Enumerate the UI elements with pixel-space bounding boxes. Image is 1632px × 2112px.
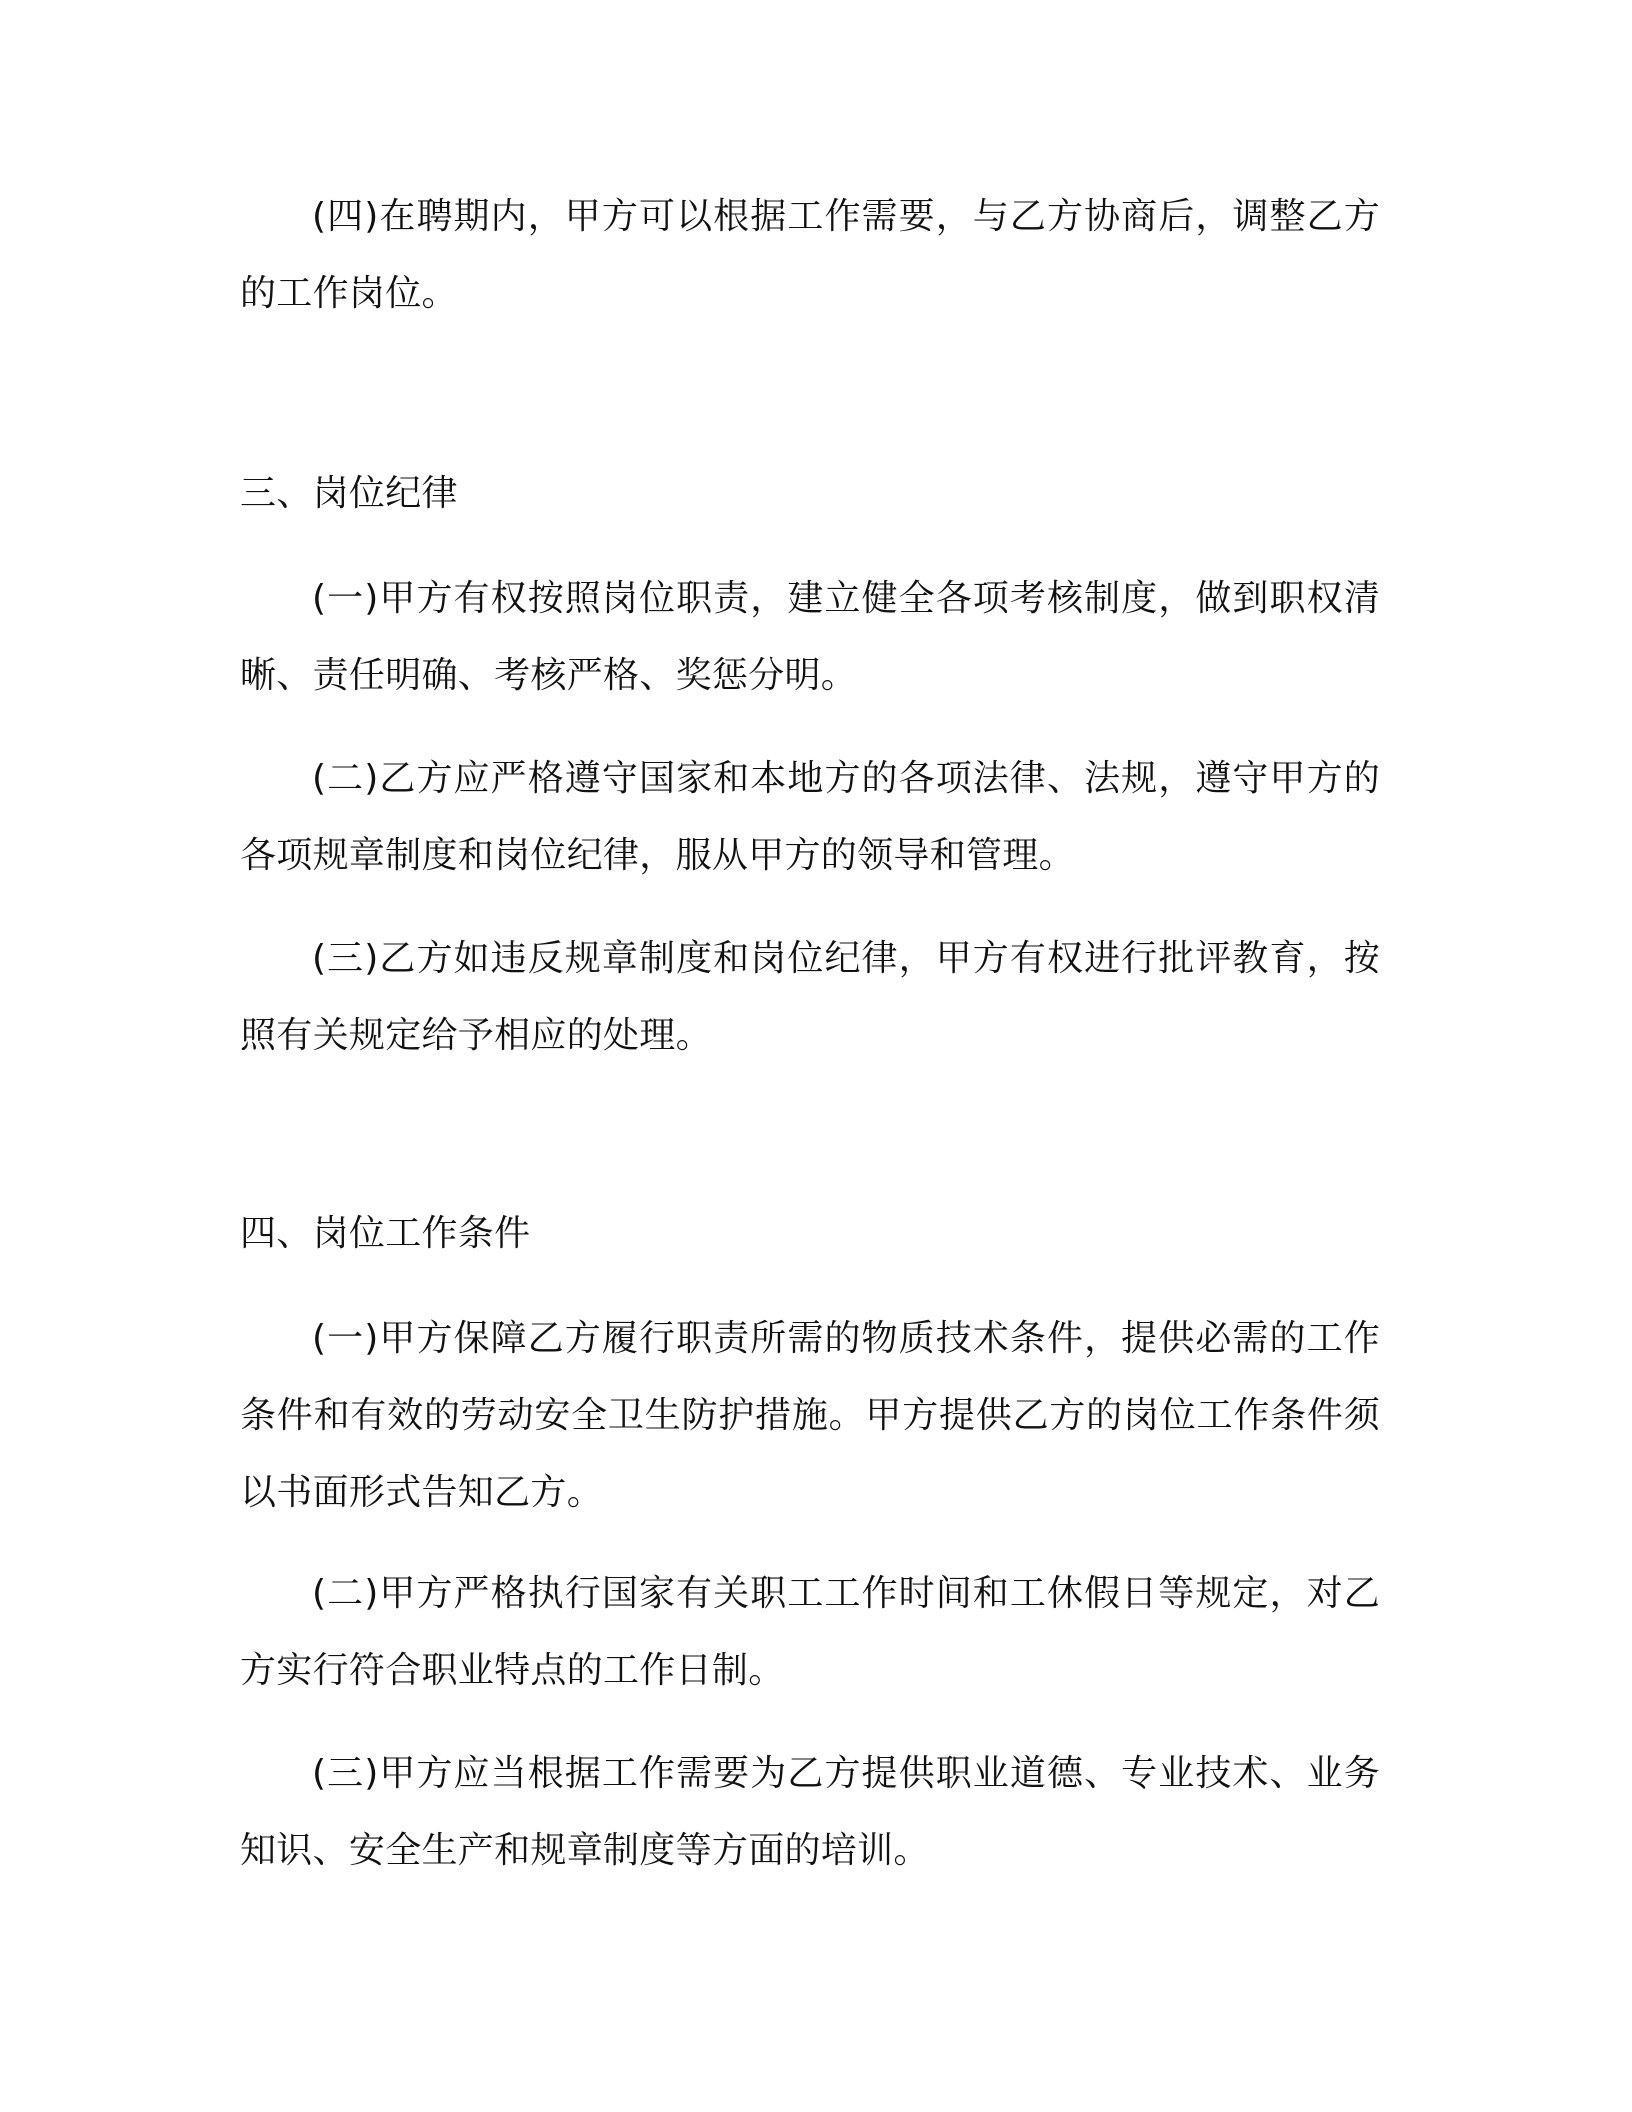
paragraph-discipline-2: (二)乙方应严格遵守国家和本地方的各项法律、法规，遵守甲方的各项规章制度和岗位纪律，服从甲方的领导和管理。 <box>240 758 1380 876</box>
paragraph-discipline-3: (三)乙方如违反规章制度和岗位纪律，甲方有权进行批评教育，按照有关规定给予相应的处理。 <box>240 938 1380 1056</box>
paragraph-conditions-3: (三)甲方应当根据工作需要为乙方提供职业道德、专业技术、业务知识、安全生产和规章制度等方面的培训。 <box>240 1753 1380 1871</box>
section-heading-discipline: 三、岗位纪律 <box>240 473 458 514</box>
paragraph-conditions-2: (二)甲方严格执行国家有关职工工作时间和工休假日等规定，对乙方实行符合职业特点的工作日制。 <box>240 1573 1380 1691</box>
paragraph-conditions-1: (一)甲方保障乙方履行职责所需的物质技术条件，提供必需的工作条件和有效的劳动安全卫生防护措施。甲方提供乙方的岗位工作条件须以书面形式告知乙方。 <box>240 1318 1380 1513</box>
paragraph-adjust-post: (四)在聘期内，甲方可以根据工作需要，与乙方协商后，调整乙方的工作岗位。 <box>240 196 1380 314</box>
section-heading-work-conditions: 四、岗位工作条件 <box>240 1213 531 1254</box>
paragraph-discipline-1: (一)甲方有权按照岗位职责，建立健全各项考核制度，做到职权清晰、责任明确、考核严格、奖惩分明。 <box>240 578 1380 696</box>
